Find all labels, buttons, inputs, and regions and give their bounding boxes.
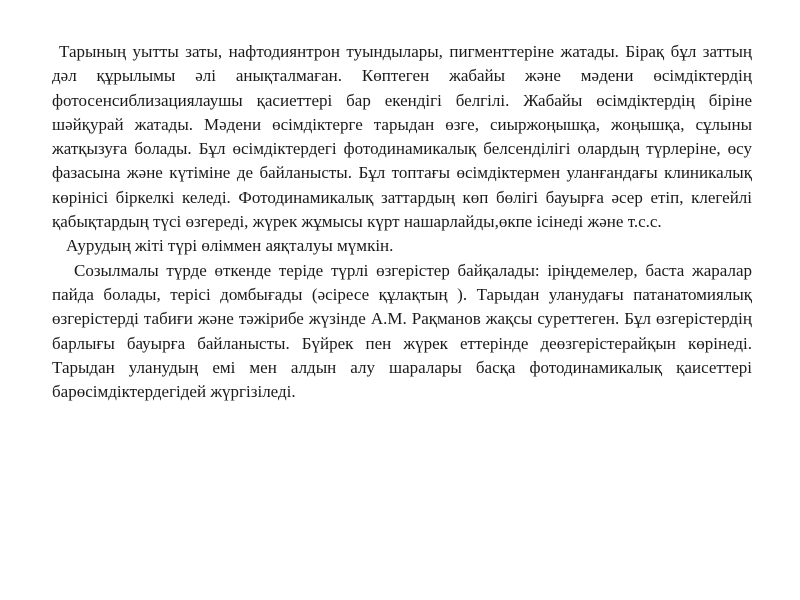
paragraph-toxic-substance: Тарының уытты заты, нафтодиянтрон туындылары, пигменттеріне жатады. Бірақ бұл заттың дәл құрылымы әлі анықталмаған. Көптеген жабайы және мәдени өсімдіктердің фотосенсиблизациялаушы қасиеттері бар екендігі белгілі. Жабайы өсімдіктердің біріне шәйқурай жатады. Мәдени өсімдіктерге тарыдан өзге, сиыржоңышқа, жоңышқа, сұлыны жатқызуға болады. Бұл өсімдіктердегі фотодинамикалық белсенділігі олардың түрлеріне, өсу фазасына және күтіміне де байланысты. Бұл топтағы өсімдіктермен уланғандағы клиникалық көрінісі біркелкі келеді. Фотодинамикалық заттардың көп бөлігі бауырға әсер етіп, клегейлі қабықтардың түсі өзгереді, жүрек жұмысы күрт нашарлайды,өкпе ісінеді және т.с.с. <box>52 42 752 232</box>
paragraph-chronic-form: Созылмалы түрде өткенде теріде түрлі өзгерістер байқалады: іріңдемелер, баста жаралар пайда болады, терісі домбығады (әсіресе құлақтың ). Тарыдан уланудағы патанатомиялық өзгерістерді табиғи және тәжірибе жүзінде А.М. Рақманов жақсы суреттеген. Бұл өзгерістердің барлығы бауырға байланысты. Бүйрек пен жүрек еттерінде деөзгерістерайқын көрінеді. Тарыдан уланудың емі мен алдын алу шаралары басқа фотодинамикалық қаисеттері барөсімдіктердегідей жүргізіледі. <box>52 260 752 402</box>
paragraph-acute-form: Аурудың жіті түрі өліммен аяқталуы мүмкін. <box>66 236 394 256</box>
document-body <box>52 40 752 404</box>
